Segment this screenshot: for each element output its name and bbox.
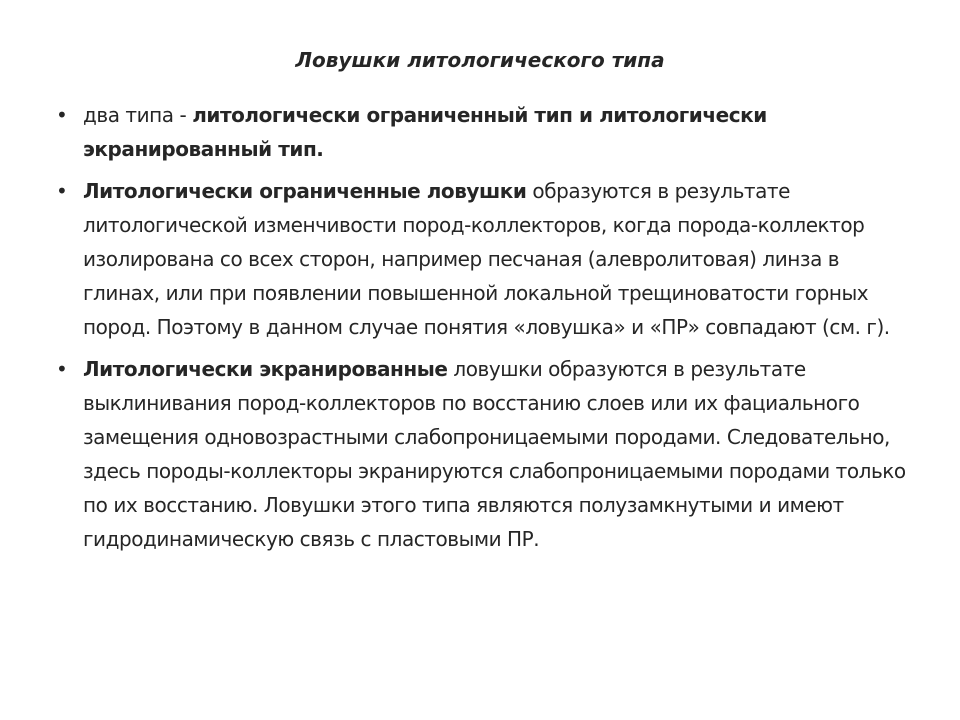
- slide-title: Ловушки литологического типа: [295, 48, 665, 72]
- bullet-1-lead: два типа -: [83, 103, 193, 127]
- bullet-2-rest: образуются в результате литологической изменчивости пород-коллекторов, когда порода-коллектор изолирована со всех сторон, например песчаная (алевролитовая) линза в глинах, или при появлении повышенной локальной трещиноватости горных пород. Поэтому в данном случае понятия «ловушка» и «ПР» совпадают (см. г).: [83, 179, 890, 339]
- bullet-icon: •: [56, 357, 68, 381]
- bullet-item-2: [56, 174, 906, 344]
- bullet-1-bold: литологически ограниченный тип и литологически экранированный тип.: [83, 103, 767, 161]
- bullet-icon: •: [56, 103, 68, 127]
- bullet-list: [56, 98, 906, 564]
- bullet-2-bold: Литологически ограниченные ловушки: [83, 179, 527, 203]
- bullet-item-1: [56, 98, 906, 166]
- bullet-item-3: [56, 352, 906, 556]
- bullet-3-bold: Литологически экранированные: [83, 357, 448, 381]
- bullet-3-rest: ловушки образуются в результате выклинивания пород-коллекторов по восстанию слоев или их фациального замещения одновозрастными слабопроницаемыми породами. Следовательно, здесь породы-коллекторы экранируются слабопроницаемыми породами только по их восстанию. Ловушки этого типа являются полузамкнутыми и имеют гидродинамическую связь с пластовыми ПР.: [83, 357, 906, 551]
- bullet-icon: •: [56, 179, 68, 203]
